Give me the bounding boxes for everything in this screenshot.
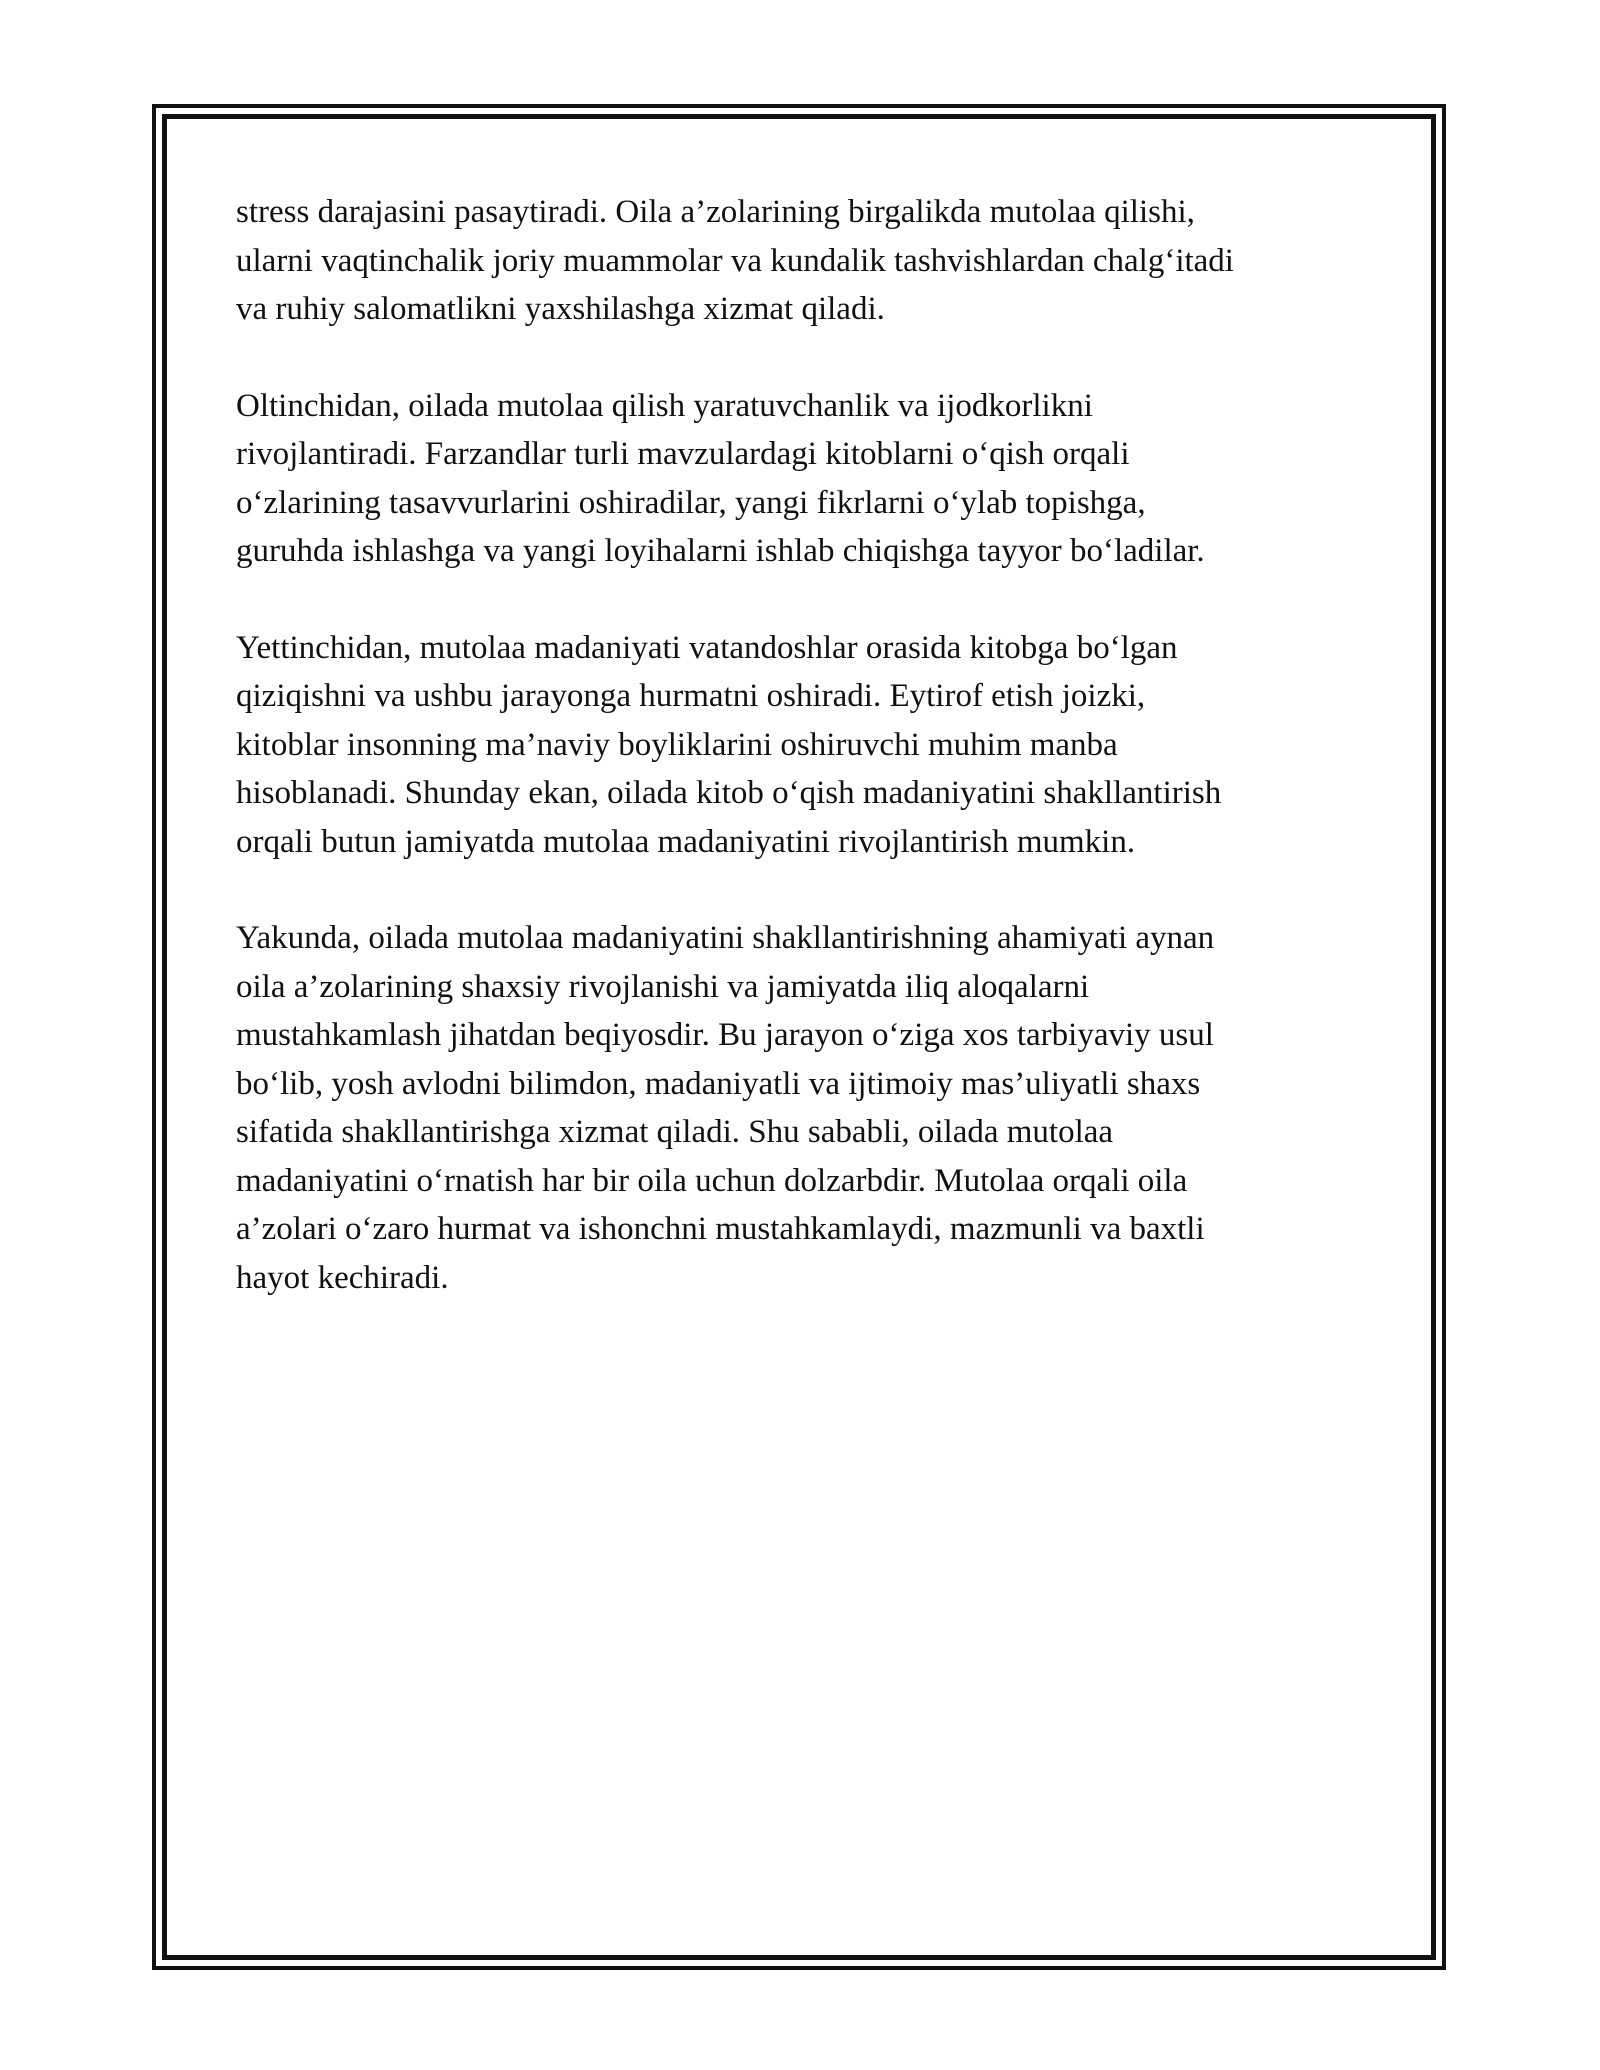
paragraph-stress: stress darajasini pasaytiradi. Oila a’zolarining birgalikda mutolaa qilishi, ularni vaqtinchalik joriy muammolar va kundalik tashvishlardan chalg‘itadi va ruhiy salomatlikni yaxshilashga xizmat qiladi. (236, 194, 1234, 327)
document-body (236, 188, 1366, 1350)
paragraph-oltinchidan: Oltinchidan, oilada mutolaa qilish yaratuvchanlik va ijodkorlikni rivojlantiradi. Farzandlar turli mavzulardagi kitoblarni o‘qish orqali o‘zlarining tasavvurlarini oshiradilar, yangi fikrlarni o‘ylab topishga, guruhda ishlashga va yangi loyihalarni ishlab chiqishga tayyor bo‘ladilar. (236, 387, 1205, 569)
paragraph-yakunda: Yakunda, oilada mutolaa madaniyatini shakllantirishning ahamiyati aynan oila a’zolarining shaxsiy rivojlanishi va jamiyatda iliq aloqalarni mustahkamlash jihatdan beqiyosdir. Bu jarayon o‘ziga xos tarbiyaviy usul bo‘lib, yosh avlodni bilimdon, madaniyatli va ijtimoiy mas’uliyatli shaxs sifatida shakllantirishga xizmat qiladi. Shu sababli, oilada mutolaa madaniyatini o‘rnatish har bir oila uchun dolzarbdir. Mutolaa orqali oila a’zolari o‘zaro hurmat va ishonchni mustahkamlaydi, mazmunli va baxtli hayot kechiradi. (236, 920, 1215, 1296)
paragraph-yettinchidan: Yettinchidan, mutolaa madaniyati vatandoshlar orasida kitobga bo‘lgan qiziqishni va ushbu jarayonga hurmatni oshiradi. Eytirof etish joizki, kitoblar insonning ma’naviy boyliklarini oshiruvchi muhim manba hisoblanadi. Shunday ekan, oilada kitob o‘qish madaniyatini shakllantirish orqali butun jamiyatda mutolaa madaniyatini rivojlantirish mumkin. (236, 629, 1222, 860)
